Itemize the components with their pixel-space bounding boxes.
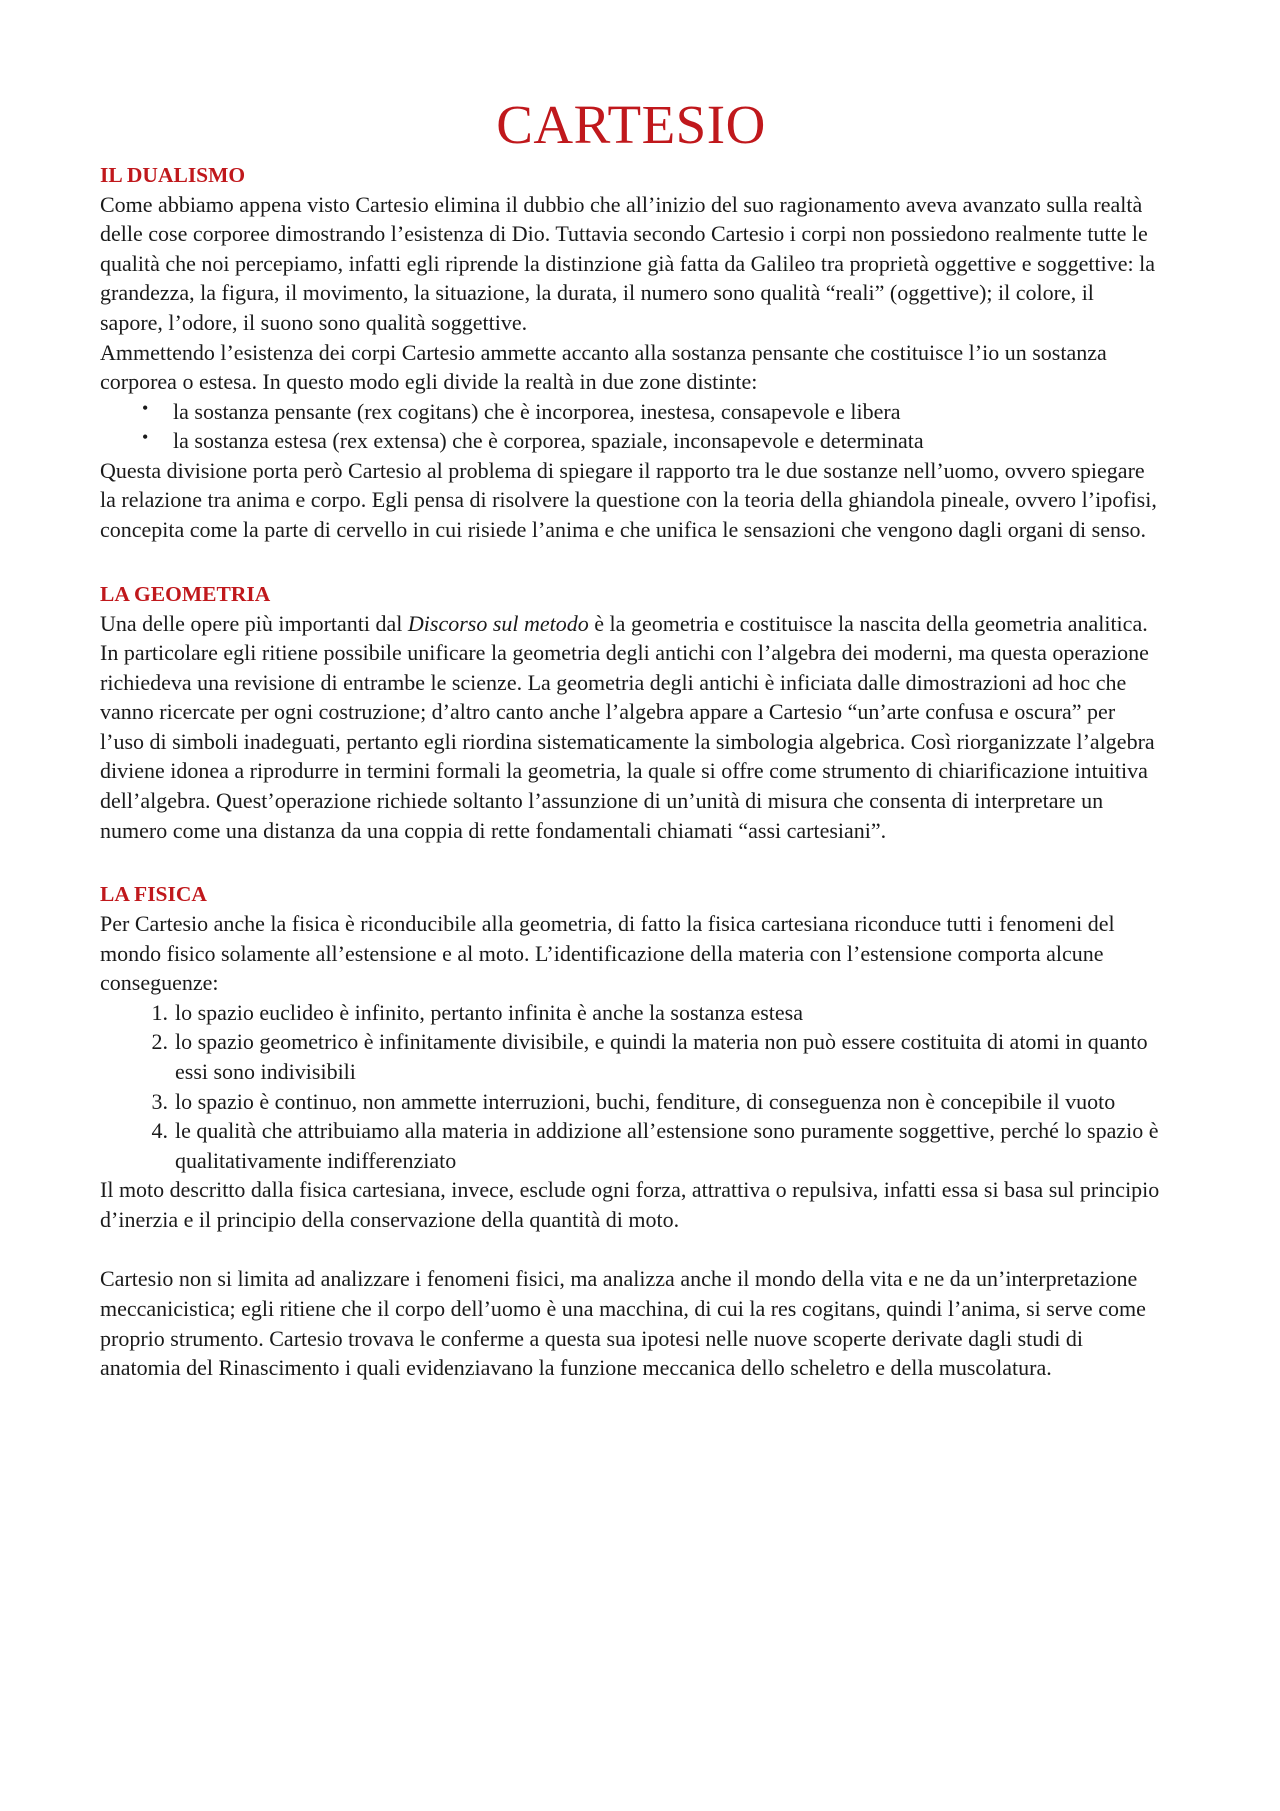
numbered-list-conseguenze: [100, 998, 1162, 1175]
work-title-discorso-sul-metodo: Discorso sul metodo: [407, 610, 589, 636]
list-item: lo spazio è continuo, non ammette interruzioni, buchi, fenditure, di conseguenza non è concepibile il vuoto: [175, 1088, 1116, 1114]
paragraph-fisica-1: Per Cartesio anche la fisica è riconducibile alla geometria, di fatto la fisica cartesiana riconduce tutti i fenomeni del mondo fisico solamente all’estensione e al moto. L’identificazione della materia con l’estensione comporta alcune conseguenze:: [100, 911, 1115, 996]
section-spacer: [100, 545, 1162, 581]
paragraph-fisica-3: Cartesio non si limita ad analizzare i fenomeni fisici, ma analizza anche il mondo della vita e ne da un’interpretazione meccanicistica; egli ritiene che il corpo dell’uomo è una macchina, di cui la res cogitans, quindi l’anima, si serve come proprio strumento. Cartesio trovava le conferme a questa sua ipotesi nelle nuove scoperte derivate dagli studi di anatomia del Rinascimento i quali evidenziavano la funzione meccanica dello scheletro e della muscolatura.: [100, 1266, 1146, 1381]
paragraph-dualismo-2: Ammettendo l’esistenza dei corpi Cartesio ammette accanto alla sostanza pensante che costituisce l’io un sostanza corporea o estesa. In questo modo egli divide la realtà in due zone distinte:: [100, 339, 1107, 395]
paragraph-dualismo-3: Questa divisione porta però Cartesio al problema di spiegare il rapporto tra le due sostanze nell’uomo, ovvero spiegare la relazione tra anima e corpo. Egli pensa di risolvere la questione con la teoria della ghiandola pineale, ovvero l’ipofisi, concepita come la parte di cervello in cui risiede l’anima e che unifica le sensazioni che vengono dagli organi di senso.: [100, 457, 1157, 543]
section-heading-la-fisica: LA FISICA: [100, 882, 207, 907]
list-item: le qualità che attribuiamo alla materia in addizione all’estensione sono puramente soggettive, perché lo spazio è qualitativamente indifferenziato: [175, 1118, 1159, 1173]
section-heading-la-geometria: LA GEOMETRIA: [100, 581, 271, 606]
section-il-dualismo: [100, 162, 1162, 545]
paragraph-dualismo-1: Come abbiamo appena visto Cartesio elimina il dubbio che all’inizio del suo ragionamento aveva avanzato sulla realtà delle cose corporee dimostrando l’esistenza di Dio. Tuttavia secondo Cartesio i corpi non possiedono realmente tutte le qualità che noi percepiamo, infatti egli riprende la distinzione già fatta da Galileo tra proprietà oggettive e soggettive: la grandezza, la figura, il movimento, la situazione, la durata, il numero sono qualità “reali” (oggettive); il colore, il sapore, l’odore, il suono sono qualità soggettive.: [100, 191, 1155, 335]
section-spacer: [100, 845, 1162, 881]
section-la-geometria: [100, 581, 1162, 846]
paragraph-geometria-1: [100, 609, 1162, 846]
list-item: lo spazio geometrico è infinitamente divisibile, e quindi la materia non può essere costituita di atomi in quanto essi sono indivisibili: [175, 1029, 1148, 1085]
list-item: lo spazio euclideo è infinito, pertanto infinita è anche la sostanza estesa: [175, 999, 803, 1025]
list-item: • la sostanza estesa (rex extensa) che è corporea, spaziale, inconsapevole e determinata: [100, 426, 1162, 456]
page-title: CARTESIO: [496, 94, 766, 155]
section-la-fisica: [100, 881, 1162, 1383]
geometria-text-before-title: Una delle opere più importanti dal: [100, 610, 408, 636]
section-heading-il-dualismo: IL DUALISMO: [100, 162, 246, 187]
geometria-text-after-title: è la geometria e costituisce la nascita della geometria analitica. In particolare egli ritiene possibile unificare la geometria degli antichi con l’algebra dei moderni, ma questa operazione richiedeva una revisione di entrambe le scienze. La geometria degli antichi è inficiata dalle dimostrazioni ad hoc che vanno ricercate per ogni costruzione; d’altro canto anche l’algebra appare a Cartesio “un’arte confusa e oscura” per l’uso di simboli inadeguati, pertanto egli riordina sistematicamente la simbologia algebrica. Così riorganizzate l’algebra diviene idonea a riprodurre in termini formali la geometria, la quale si offre come strumento di chiarificazione intuitiva dell’algebra. Quest’operazione richiede soltanto l’assunzione di un’unità di misura che consenta di interpretare un numero come una distanza da una coppia di rette fondamentali chiamati “assi cartesiani”.: [100, 610, 1155, 843]
bullet-list-sostanze: [100, 397, 1162, 456]
paragraph-spacer: [100, 1234, 1162, 1264]
paragraph-fisica-2: Il moto descritto dalla fisica cartesiana, invece, esclude ogni forza, attrattiva o repulsiva, infatti essa si basa sul principio d’inerzia e il principio della conservazione della quantità di moto.: [100, 1177, 1160, 1232]
list-item: • la sostanza pensante (rex cogitans) che è incorporea, inestesa, consapevole e libera: [100, 397, 1162, 427]
